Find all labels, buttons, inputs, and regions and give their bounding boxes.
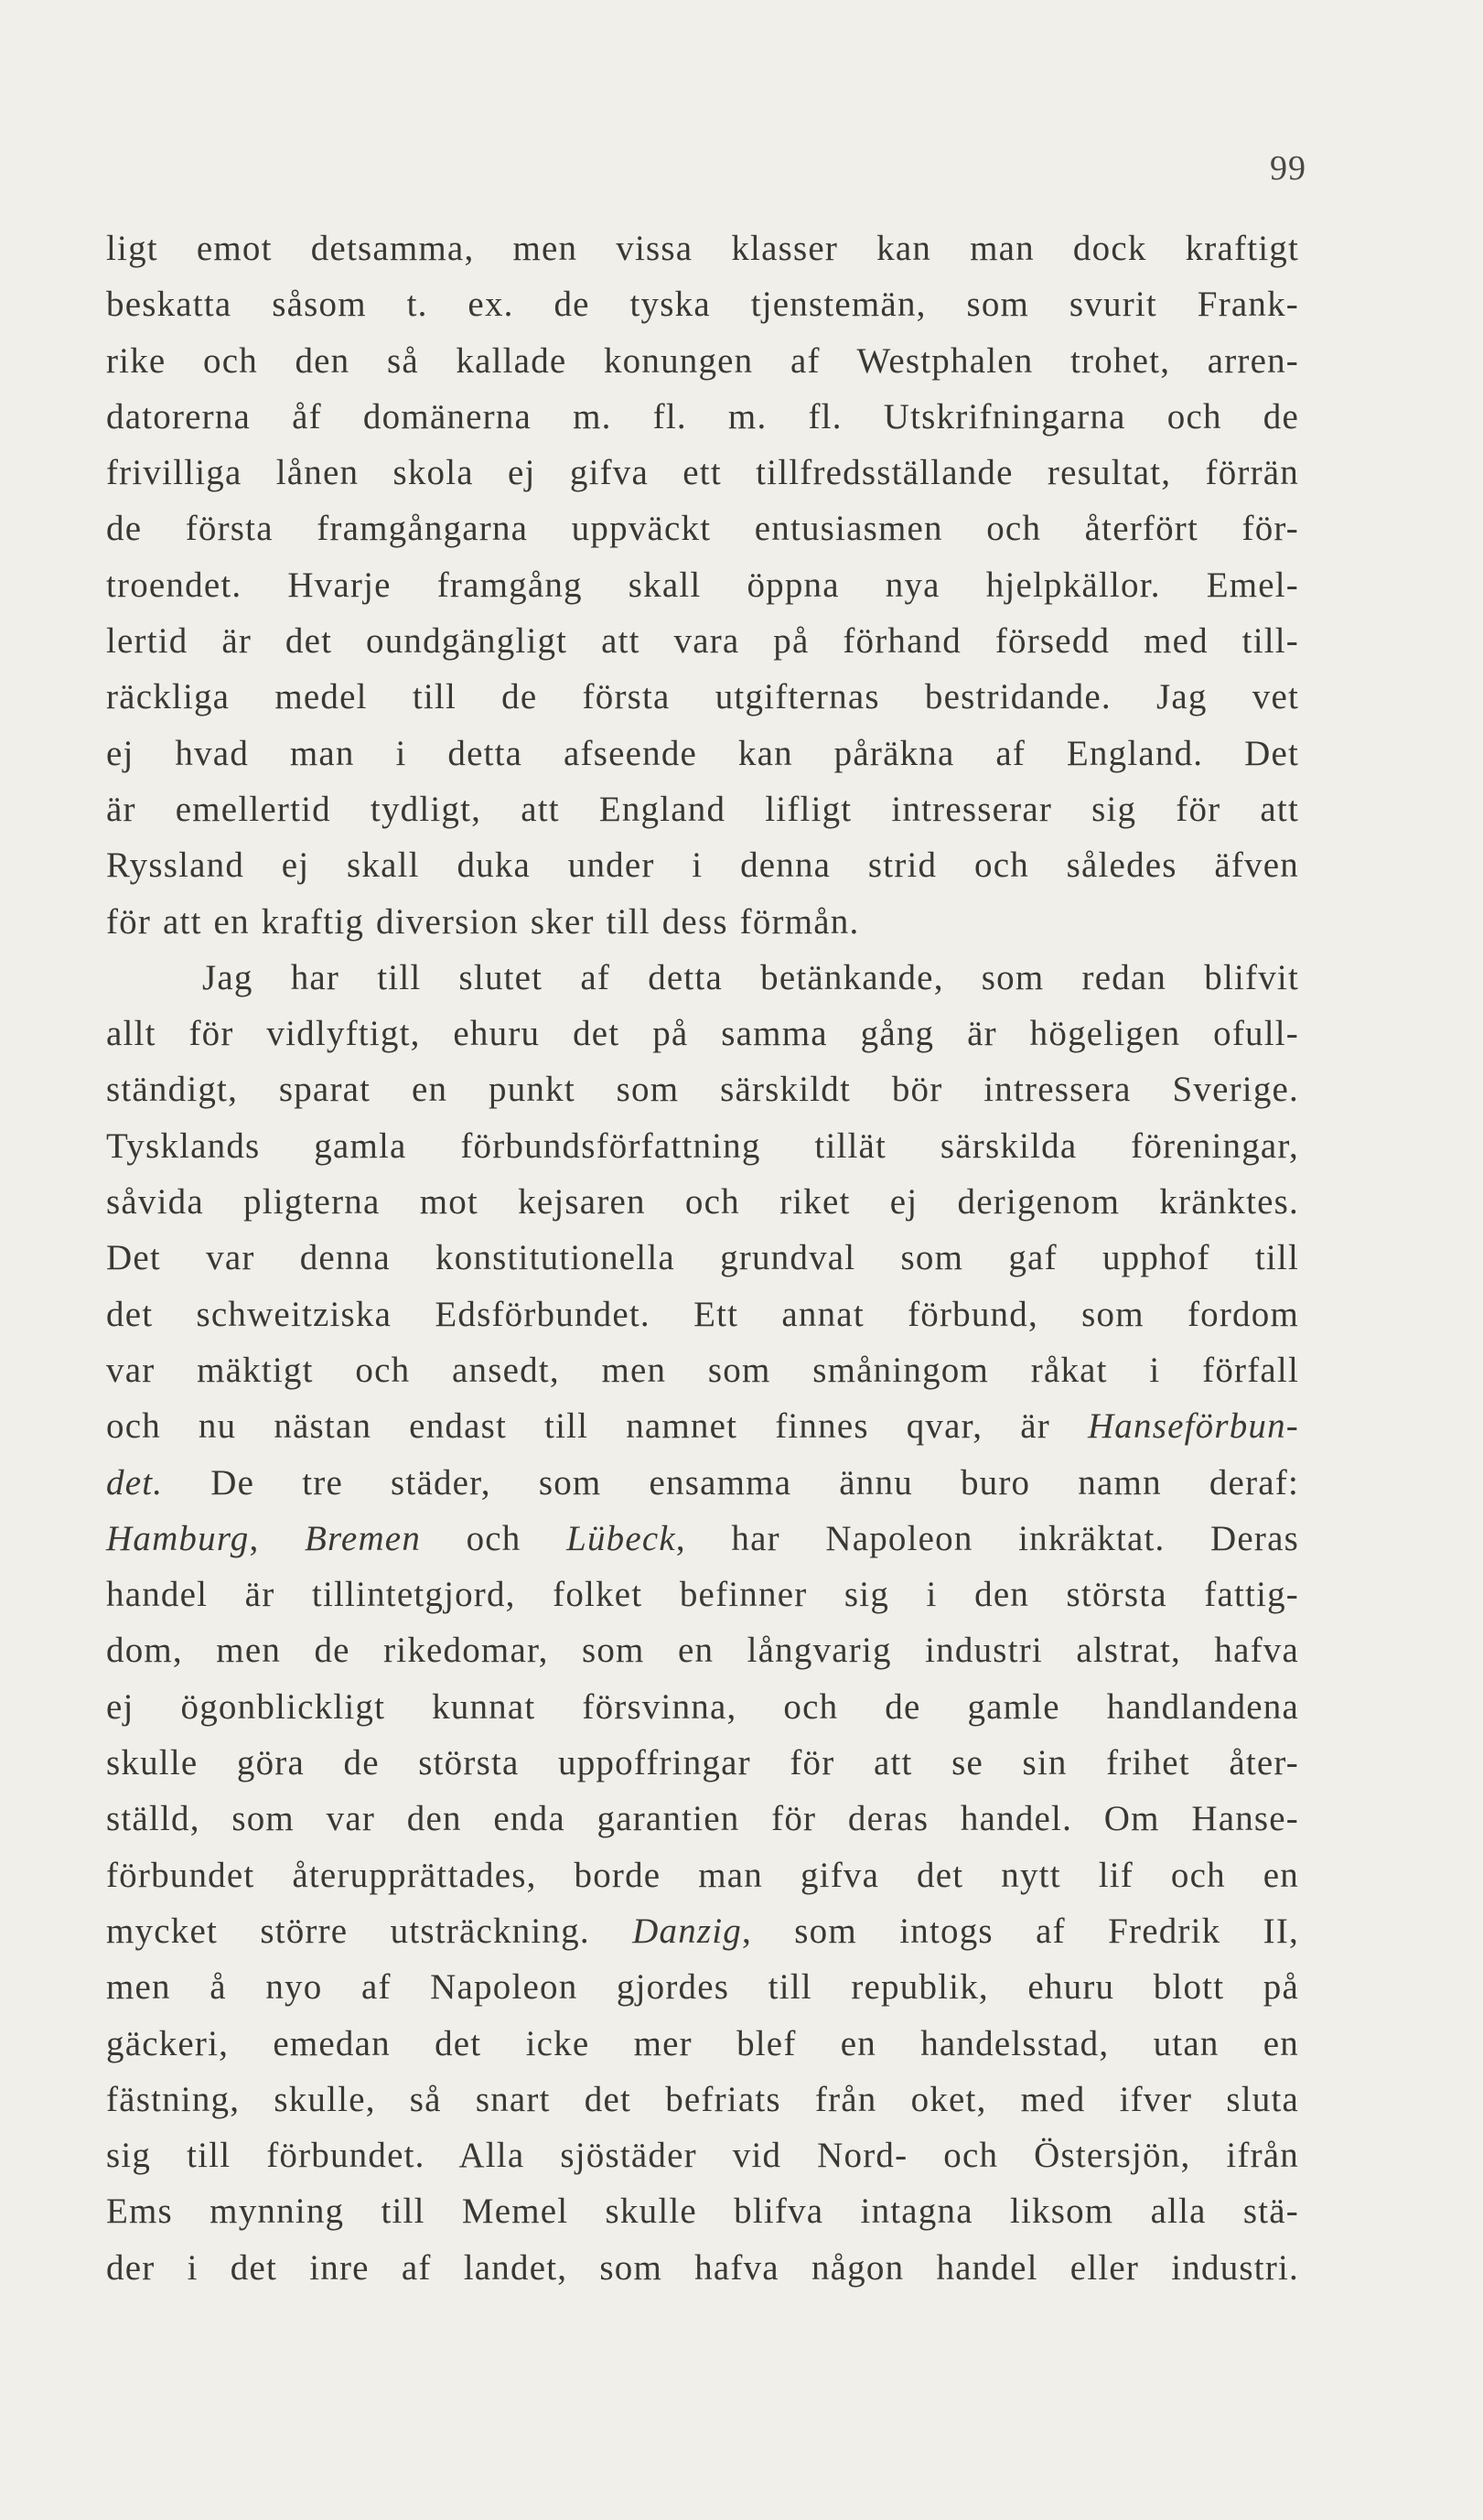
text-line — [106, 333, 1299, 389]
text-line — [106, 1959, 1299, 2015]
text-segment: och — [421, 1518, 567, 1558]
italic-text-segment: Danzig — [632, 1911, 743, 1951]
text-segment: förbundet återupprättades, borde man gifva det nytt lif och en — [106, 1855, 1299, 1895]
text-segment: fästning, skulle, så snart det befriats från oket, med ifver sluta — [106, 2079, 1299, 2119]
text-segment: Ryssland ej skall duka under i denna strid och således äfven — [106, 845, 1299, 886]
text-segment: lertid är det oundgängligt att vara på förhand försedd med till- — [106, 621, 1299, 662]
text-line — [106, 1118, 1299, 1174]
text-line — [106, 221, 1299, 276]
text-segment: ställd, som var den enda garantien för deras handel. Om Hanse- — [106, 1799, 1299, 1839]
text-segment: der i det inre af landet, som hafva någon handel eller industri. — [106, 2247, 1299, 2288]
text-line — [106, 276, 1299, 332]
text-line — [106, 1679, 1299, 1735]
text-segment: mycket större utsträckning. — [106, 1911, 633, 1951]
text-line — [106, 1735, 1299, 1791]
text-line — [106, 2127, 1299, 2183]
text-line — [106, 1622, 1299, 1678]
text-line — [106, 1061, 1299, 1117]
italic-text-segment: Bremen — [304, 1518, 422, 1558]
text-segment: ständigt, sparat en punkt som särskildt bör intressera Sverige. — [106, 1070, 1299, 1110]
text-line — [106, 1287, 1299, 1342]
text-segment: allt för vidlyftigt, ehuru det på samma gång är högeligen ofull- — [106, 1014, 1299, 1054]
text-segment: är emellertid tydligt, att England lifligt intresserar sig för att — [106, 789, 1299, 829]
italic-text-segment: Hamburg — [106, 1518, 250, 1558]
text-segment: De tre städer, som ensamma ännu buro namn deraf: — [163, 1462, 1299, 1502]
text-line — [106, 1903, 1299, 1959]
text-line — [106, 726, 1299, 781]
text-line — [106, 1455, 1299, 1511]
text-segment: rike och den så kallade konungen af Westphalen trohet, arren- — [106, 340, 1299, 381]
body-text — [106, 221, 1299, 2296]
text-line — [106, 1398, 1299, 1454]
text-line — [106, 2016, 1299, 2072]
text-segment: och nu nästan endast till namnet finnes qvar, är — [106, 1406, 1088, 1447]
text-segment: räckliga medel till de första utgifternas bestridande. Jag vet — [106, 677, 1299, 717]
text-segment: skulle göra de största uppoffringar för att se sin frihet åter- — [106, 1743, 1299, 1783]
text-segment: handel är tillintetgjord, folket befinner sig i den största fattig- — [106, 1575, 1299, 1615]
text-line — [106, 389, 1299, 445]
text-segment: sig till förbundet. Alla sjöstäder vid Nord- och Östersjön, ifrån — [106, 2136, 1299, 2176]
text-segment: beskatta såsom t. ex. de tyska tjenstemän, som svurit Frank- — [106, 285, 1299, 325]
text-line — [106, 1006, 1299, 1061]
text-segment: men å nyo af Napoleon gjordes till republik, ehuru blott på — [106, 1967, 1299, 2008]
text-line — [106, 2240, 1299, 2296]
italic-text-segment: Hanseförbun- — [1087, 1406, 1299, 1447]
text-line — [106, 894, 1299, 950]
text-segment: frivilliga lånen skola ej gifva ett tillfredsställande resultat, förrän — [106, 453, 1299, 493]
page-number: 99 — [1270, 149, 1306, 188]
text-line — [106, 1342, 1299, 1398]
text-line — [106, 557, 1299, 613]
italic-text-segment: Lübeck — [566, 1518, 676, 1558]
text-line — [106, 445, 1299, 501]
text-segment: ej ögonblickligt kunnat försvinna, och de gamle handlandena — [106, 1686, 1299, 1727]
text-segment: , har Napoleon inkräktat. Deras — [675, 1518, 1299, 1558]
text-segment: såvida pligterna mot kejsaren och riket ej derigenom kränktes. — [106, 1182, 1299, 1222]
text-segment: det schweitziska Edsförbundet. Ett annat förbund, som fordom — [106, 1294, 1299, 1334]
text-line — [106, 1511, 1299, 1567]
text-line — [106, 2183, 1299, 2239]
text-line — [106, 1567, 1299, 1622]
text-segment: Det var denna konstitutionella grundval som gaf upphof till — [106, 1238, 1299, 1278]
text-segment: gäckeri, emedan det icke mer blef en handelsstad, utan en — [106, 2023, 1299, 2063]
text-segment: var mäktigt och ansedt, men som småningom råkat i förfall — [106, 1350, 1299, 1390]
text-segment: ligt emot detsamma, men vissa klasser kan man dock kraftigt — [106, 229, 1299, 268]
text-segment: Ems mynning till Memel skulle blifva intagna liksom alla stä- — [106, 2192, 1299, 2232]
text-line — [106, 837, 1299, 893]
text-line — [106, 613, 1299, 669]
text-line — [106, 1847, 1299, 1903]
text-segment: de första framgångarna uppväckt entusiasmen och återfört för- — [106, 509, 1299, 549]
text-line — [106, 669, 1299, 725]
text-line — [106, 1791, 1299, 1847]
text-segment: troendet. Hvarje framgång skall öppna nya hjelpkällor. Emel- — [106, 565, 1299, 605]
text-line — [106, 2072, 1299, 2127]
text-segment: datorerna åf domänerna m. fl. m. fl. Utskrifningarna och de — [106, 396, 1299, 436]
text-line — [106, 950, 1299, 1006]
text-segment: för att en kraftig diversion sker till dess förmån. — [106, 901, 860, 942]
text-line — [106, 781, 1299, 837]
text-segment: Jag har till slutet af detta betänkande, som redan blifvit — [202, 957, 1299, 997]
text-line — [106, 501, 1299, 556]
text-segment: ej hvad man i detta afseende kan påräkna af England. Det — [106, 733, 1299, 773]
text-segment: Tysklands gamla förbundsförfattning tillät särskilda föreningar, — [106, 1125, 1299, 1166]
italic-text-segment: det. — [106, 1462, 164, 1502]
text-line — [106, 1174, 1299, 1230]
text-segment: dom, men de rikedomar, som en långvarig industri alstrat, hafva — [106, 1631, 1299, 1671]
text-line — [106, 1230, 1299, 1286]
text-segment: , — [249, 1518, 305, 1558]
text-segment: , som intogs af Fredrik II, — [742, 1911, 1300, 1951]
